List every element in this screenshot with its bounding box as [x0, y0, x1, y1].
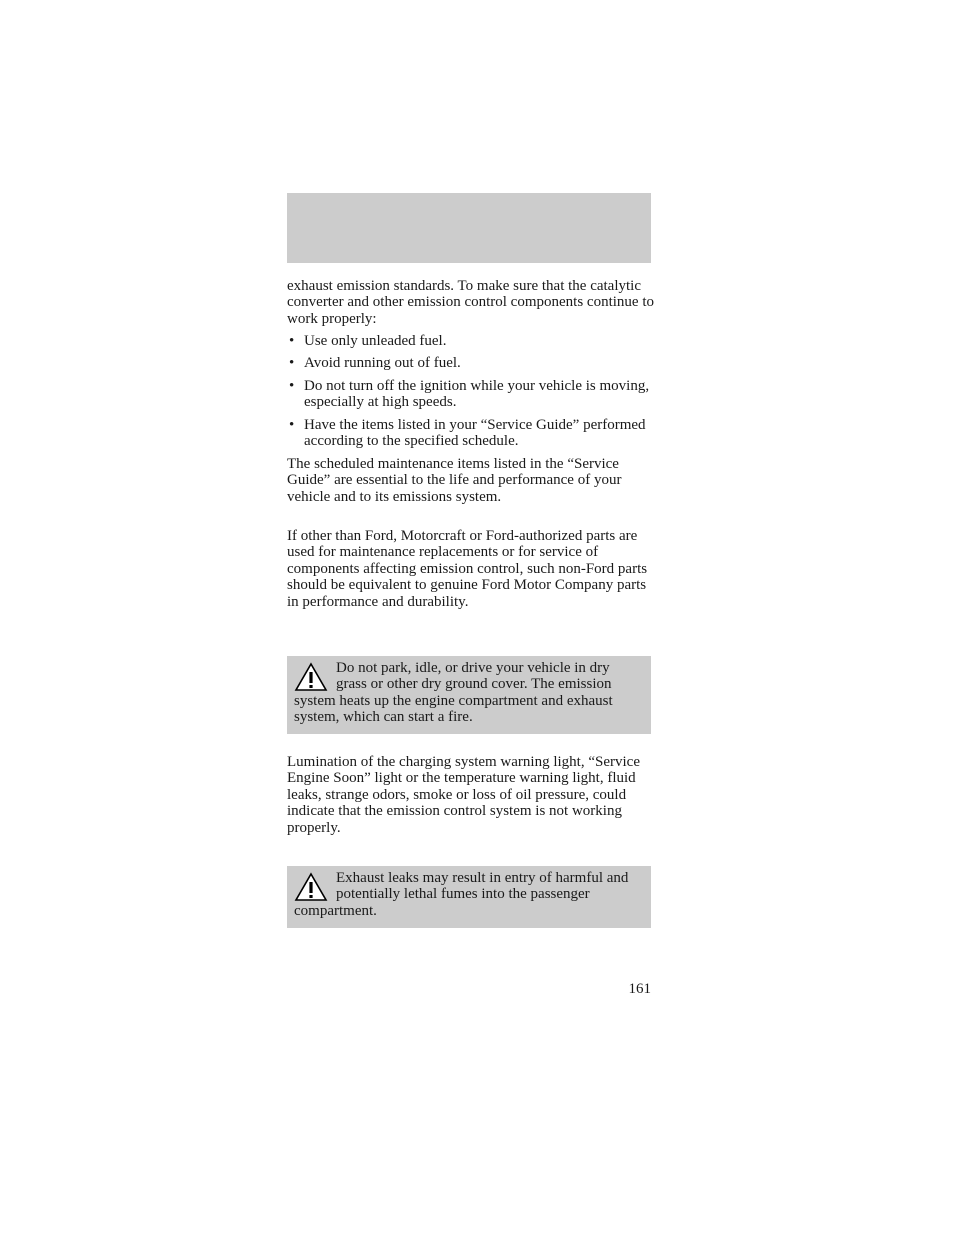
exhaust-leak-warning-text: Exhaust leaks may result in entry of harmful and potentially lethal fumes into the passenger compartment.: [294, 870, 629, 919]
warning-triangle-icon: [294, 662, 328, 692]
emission-tips-list: [287, 333, 655, 455]
intro-text: exhaust emission standards. To make sure that the catalytic converter and other emission control components continue to work properly:: [287, 278, 654, 327]
page-number: 161: [628, 981, 651, 997]
scheduled-maintenance-text: The scheduled maintenance items listed in the “Service Guide” are essential to the life and performance of your vehicle and to its emissions system.: [287, 456, 622, 505]
warning-lights-text: Lumination of the charging system warning light, “Service Engine Soon” light or the temperature warning light, fluid leaks, strange odors, smoke or loss of oil pressure, could indicate that the emission control system is not working properly.: [287, 754, 640, 836]
warning-triangle-icon: [294, 872, 328, 902]
list-item: [287, 355, 655, 371]
bullet-icon: •: [289, 416, 295, 433]
list-item-text: Use only unleaded fuel.: [304, 333, 447, 349]
list-item-text: Avoid running out of fuel.: [304, 355, 461, 372]
bullet-icon: •: [289, 355, 295, 372]
warning-lights-paragraph: [287, 754, 655, 836]
bullet-icon: •: [289, 377, 295, 394]
list-item: [287, 333, 655, 349]
list-item: [287, 378, 655, 411]
list-item-text: Do not turn off the ignition while your vehicle is moving, especially at high speeds.: [304, 377, 650, 411]
intro-paragraph: [287, 278, 655, 327]
exhaust-leak-warning-box: [287, 866, 651, 928]
list-item-text: Have the items listed in your “Service Guide” performed according to the specified schedule.: [304, 416, 646, 450]
fire-warning-box: [287, 656, 651, 734]
section-header-band: [287, 193, 651, 263]
scheduled-maintenance-paragraph: [287, 456, 655, 505]
bullet-icon: •: [289, 333, 295, 349]
replacement-parts-text: If other than Ford, Motorcraft or Ford-authorized parts are used for maintenance replacements or for service of components affecting emission control, such non-Ford parts should be equivalent to genuine Ford Motor Company parts in performance and durability.: [287, 528, 648, 610]
list-item: [287, 417, 655, 450]
replacement-parts-paragraph: [287, 528, 655, 610]
fire-warning-text: Do not park, idle, or drive your vehicle in dry grass or other dry ground cover. The emission system heats up the engine compartment and exhaust system, which can start a fire.: [294, 660, 613, 726]
